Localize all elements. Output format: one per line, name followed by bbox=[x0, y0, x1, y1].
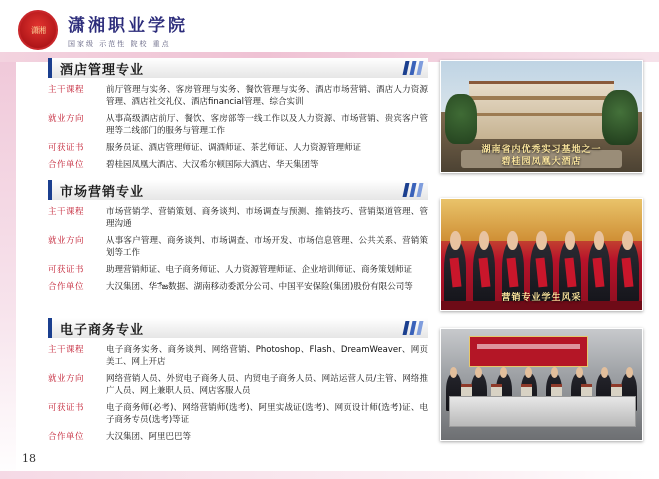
photo-ecommerce-event bbox=[440, 328, 643, 441]
row-label: 就业方向 bbox=[48, 374, 85, 384]
seal-text: 潇湘 bbox=[31, 25, 45, 35]
table-row bbox=[48, 113, 428, 137]
stripes-icon bbox=[404, 321, 422, 335]
table-row bbox=[48, 84, 428, 108]
row-label: 主干课程 bbox=[48, 345, 85, 355]
row-value: 电子商务实务、商务谈判、网络营销、Photoshop、Flash、DreamWeaver、网页美工、网上开店 bbox=[106, 345, 428, 367]
photo-caption-line2: 碧桂园凤凰大酒店 bbox=[501, 157, 582, 167]
row-value: 网络营销人员、外贸电子商务人员、内贸电子商务人员、网站运营人员/主管、网络推广人员、网上兼职人员、网店客服人员 bbox=[106, 374, 428, 396]
photo-caption bbox=[441, 292, 642, 304]
table-row bbox=[48, 431, 428, 443]
row-value: 碧桂园凤凰大酒店、大汉希尔顿国际大酒店、华天集团等 bbox=[106, 160, 319, 170]
row-label: 合作单位 bbox=[48, 160, 85, 170]
left-decor-band bbox=[0, 52, 16, 479]
row-label: 可获证书 bbox=[48, 265, 85, 275]
row-value: 服务员证、酒店管理师证、调酒师证、茶艺师证、人力资源管理师证 bbox=[106, 143, 362, 153]
photo-caption bbox=[441, 144, 642, 168]
row-label: 可获证书 bbox=[48, 403, 85, 413]
section-ecommerce bbox=[48, 318, 428, 448]
section-title: 酒店管理专业 bbox=[60, 62, 145, 78]
table-row bbox=[48, 159, 428, 171]
table-row bbox=[48, 281, 428, 293]
photo-image bbox=[441, 329, 642, 440]
row-value: 从事高级酒店前厅、餐饮、客房部等一线工作以及人力资源、市场营销、贵宾客户管理等二线部门的服务与管理工作 bbox=[106, 114, 428, 136]
row-label: 合作单位 bbox=[48, 432, 85, 442]
table-row bbox=[48, 206, 428, 230]
row-value: 前厅管理与实务、客房管理与实务、餐饮管理与实务、酒店市场营销、酒店人力资源管理、酒店社交礼仪、酒店financial管理、综合实训 bbox=[106, 85, 428, 107]
photo-caption-line1: 湖南省内优秀实习基地之一 bbox=[481, 145, 602, 155]
section-title: 市场营销专业 bbox=[60, 184, 145, 200]
row-label: 合作单位 bbox=[48, 282, 85, 292]
section-marketing bbox=[48, 180, 428, 298]
stripes-icon bbox=[404, 183, 422, 197]
row-label: 主干课程 bbox=[48, 85, 85, 95]
photo-marketing-students bbox=[440, 198, 643, 311]
row-value: 助理营销师证、电子商务师证、人力资源管理师证、企业培训师证、商务策划师证 bbox=[106, 265, 413, 275]
school-name: 潇湘职业学院 bbox=[68, 16, 188, 36]
photo-caption-line1: 营销专业学生风采 bbox=[501, 293, 582, 303]
table-row bbox=[48, 373, 428, 397]
table-row bbox=[48, 402, 428, 426]
row-label: 就业方向 bbox=[48, 236, 85, 246]
section-rows bbox=[48, 344, 428, 443]
section-title-bar bbox=[48, 318, 428, 338]
bottom-decor-band bbox=[0, 471, 659, 479]
page-header bbox=[18, 8, 188, 52]
row-value: 市场营销学、营销策划、商务谈判、市场调查与预测、推销技巧、营销渠道管理、管理沟通 bbox=[106, 207, 428, 229]
row-label: 可获证书 bbox=[48, 143, 85, 153]
school-identity bbox=[68, 11, 188, 49]
row-label: 就业方向 bbox=[48, 114, 85, 124]
section-title-bar bbox=[48, 180, 428, 200]
school-seal-icon bbox=[18, 10, 58, 50]
section-rows bbox=[48, 84, 428, 171]
page-number: 18 bbox=[22, 452, 36, 465]
row-value: 大汉集团、华ేజ数据、湖南移动委派分公司、中国平安保险(集团)股份有限公司等 bbox=[106, 282, 413, 292]
school-subtitle: 国家级 示范性 院校 重点 bbox=[68, 40, 171, 48]
stripes-icon bbox=[404, 61, 422, 75]
table-row bbox=[48, 235, 428, 259]
row-value: 从事客户管理、商务谈判、市场调查、市场开发、市场信息管理、公共关系、营销策划等工作 bbox=[106, 236, 428, 258]
table-row bbox=[48, 142, 428, 154]
section-title-bar bbox=[48, 58, 428, 78]
table-row bbox=[48, 264, 428, 276]
section-title: 电子商务专业 bbox=[60, 322, 145, 338]
section-hotel-management bbox=[48, 58, 428, 176]
row-label: 主干课程 bbox=[48, 207, 85, 217]
table-row bbox=[48, 344, 428, 368]
section-rows bbox=[48, 206, 428, 293]
photo-hotel-campus bbox=[440, 60, 643, 173]
row-value: 大汉集团、阿里巴巴等 bbox=[106, 432, 192, 442]
row-value: 电子商务师(必考)、网络营销师(选考)、阿里实战证(选考)、网页设计师(选考)证、电子商务专员(选考)等证 bbox=[106, 403, 428, 425]
